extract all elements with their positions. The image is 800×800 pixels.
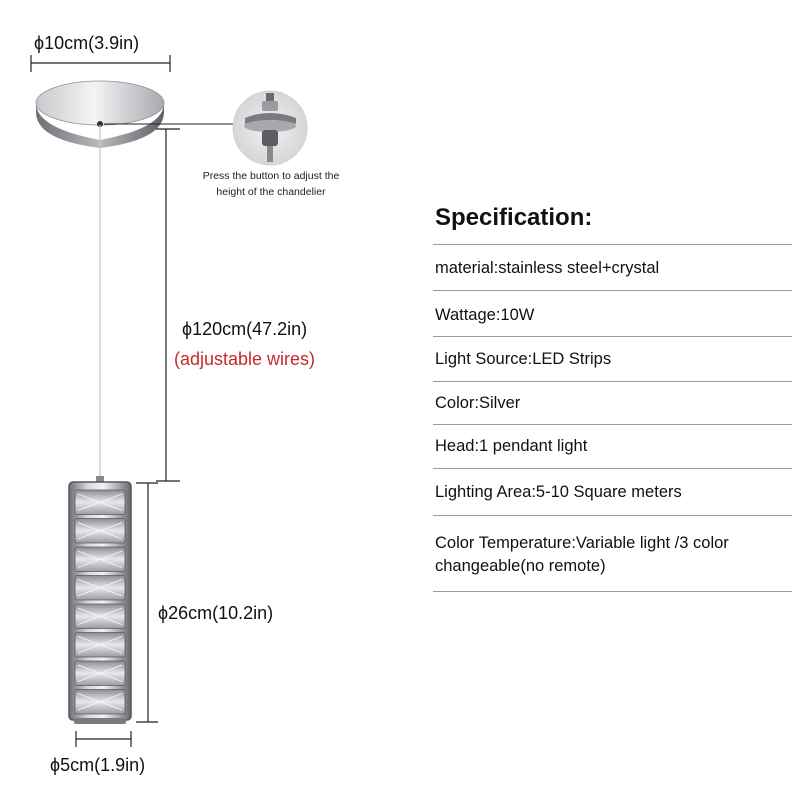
- crystal-pendant-body: [69, 476, 131, 724]
- spec-row-wattage: Wattage:10W: [435, 306, 535, 324]
- spec-divider: [433, 591, 792, 592]
- body-diameter-label: ϕ5cm(1.9in): [50, 755, 146, 775]
- adjustable-wire-note: (adjustable wires): [174, 349, 316, 369]
- spec-title: Specification:: [435, 204, 593, 231]
- spec-divider: [433, 244, 792, 245]
- canopy-diameter-label: ϕ10cm(3.9in): [34, 33, 140, 53]
- spec-row-color-temperature: [435, 532, 792, 578]
- body-height-dimension-line: [136, 483, 158, 722]
- spec-divider: [433, 336, 792, 337]
- callout-line-1: Press the button to adjust the: [202, 170, 340, 182]
- wire-length-label: ϕ120cm(47.2in): [182, 319, 308, 339]
- button-zoom-detail: [233, 91, 307, 165]
- spec-divider: [433, 424, 792, 425]
- body-height-label: ϕ26cm(10.2in): [158, 603, 274, 623]
- spec-row-color: Color:Silver: [435, 394, 521, 412]
- body-width-dimension-line: [76, 731, 131, 747]
- spec-row-light-source: Light Source:LED Strips: [435, 350, 612, 368]
- spec-row-head: Head:1 pendant light: [435, 437, 588, 455]
- spec-divider: [433, 381, 792, 382]
- callout-line-2: height of the chandelier: [216, 186, 326, 198]
- canopy-dimension-line: [31, 55, 170, 72]
- color-temp-line-1: Color Temperature:Variable light /3 color: [435, 534, 729, 552]
- spec-divider: [433, 515, 792, 516]
- spec-divider: [433, 290, 792, 291]
- button-callout-note: [171, 168, 371, 200]
- spec-divider: [433, 468, 792, 469]
- spec-row-material: material:stainless steel+crystal: [435, 259, 660, 277]
- spec-row-lighting-area: Lighting Area:5-10 Square meters: [435, 483, 682, 501]
- color-temp-line-2: changeable(no remote): [435, 557, 606, 575]
